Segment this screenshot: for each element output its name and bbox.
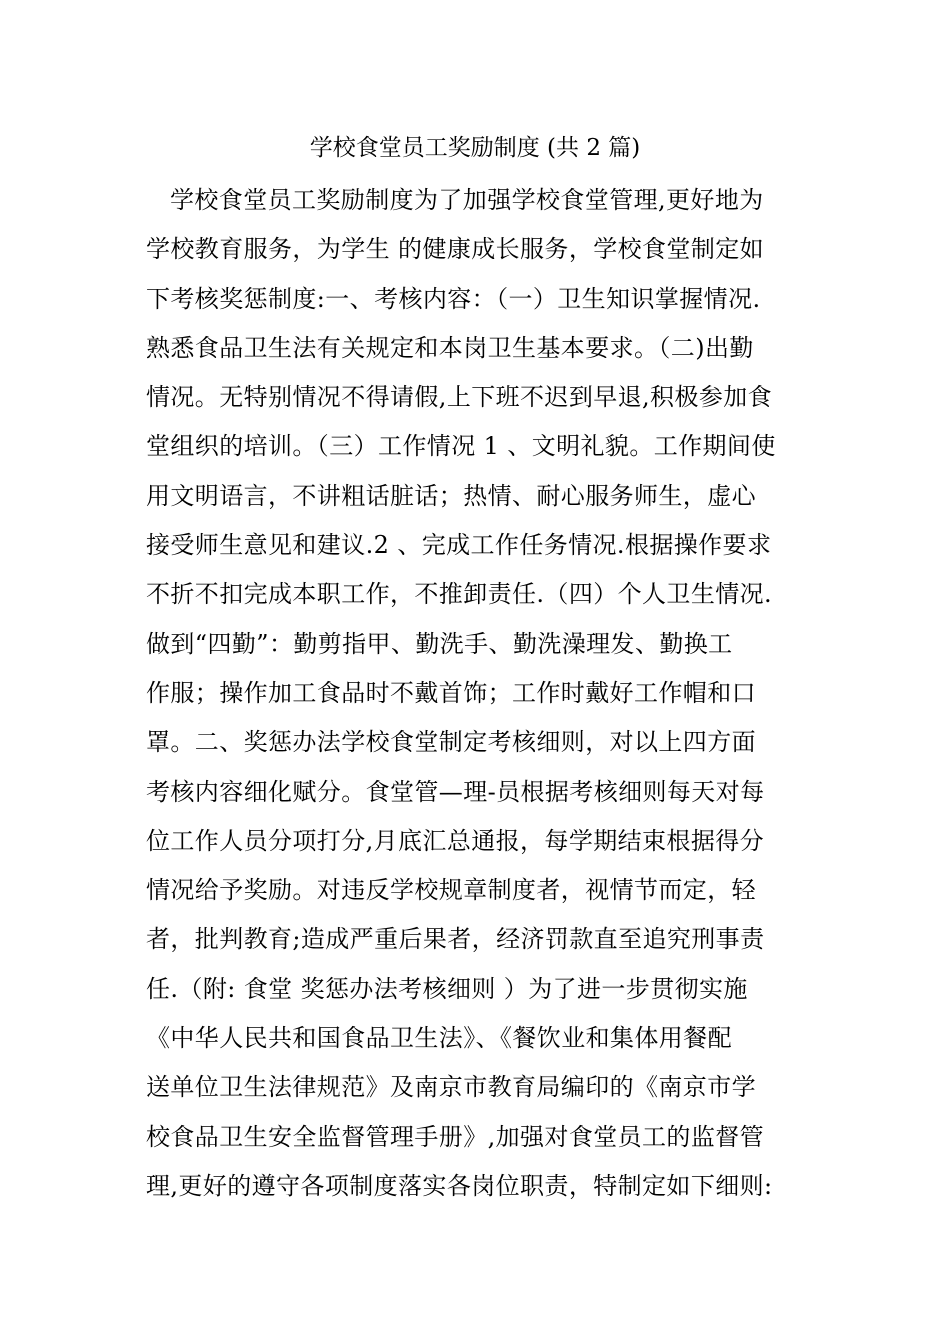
document-body [146,176,826,1211]
body-line: 者，批判教育;造成严重后果者，经济罚款直至追究刑事责 [146,925,765,954]
body-line: 作服；操作加工食品时不戴首饰；工作时戴好工作帽和口 [146,678,756,707]
body-line: 学校教育服务，为学生 的健康成长服务，学校食堂制定如 [146,235,765,264]
document-title: 学校食堂员工奖励制度 (共 2 篇) [309,135,641,161]
body-line: 做到“四勤”：勤剪指甲、勤洗手、勤洗澡理发、勤换工 [146,629,733,658]
body-line: 熟悉食品卫生法有关规定和本岗卫生基本要求。（二)出勤 [146,333,754,362]
body-line: 用文明语言，不讲粗话脏话；热情、耐心服务师生，虚心 [146,481,756,510]
body-line: 校食品卫生安全监督管理手册》,加强对食堂员工的监督管 [146,1122,765,1151]
body-line: 考核内容细化赋分。食堂管—理-员根据考核细则每天对每 [146,777,765,806]
body-line: 位工作人员分项打分,月底汇总通报，每学期结束根据得分 [146,826,765,855]
body-line: 情况给予奖励。对违反学校规章制度者，视情节而定，轻 [146,876,756,905]
body-line: 任.（附: 食堂 奖惩办法考核细则 ）为了进一步贯彻实施 [146,974,748,1003]
body-line: 堂组织的培训。（三）工作情况 1 、文明礼貌。工作期间使 [146,432,776,461]
body-line: 不折不扣完成本职工作，不推卸责任.（四）个人卫生情况. [146,580,773,609]
body-line: 《中华人民共和国食品卫生法》、《餐饮业和集体用餐配 [146,1024,732,1053]
body-line: 罩。二、奖惩办法学校食堂制定考核细则，对以上四方面 [146,728,756,757]
body-line: 下考核奖惩制度:一、考核内容：（一）卫生知识掌握情况. [146,284,761,313]
body-line: 送单位卫生法律规范》及南京市教育局编印的《南京市学 [146,1073,756,1102]
body-line: 情况。无特别情况不得请假,上下班不迟到早退,积极参加食 [146,383,773,412]
body-line: 学校食堂员工奖励制度为了加强学校食堂管理,更好地为 [170,186,764,214]
body-line: 理,更好的遵守各项制度落实各岗位职责，特制定如下细则: [146,1171,773,1200]
body-line: 接受师生意见和建议.2 、完成工作任务情况.根据操作要求 [146,531,772,560]
